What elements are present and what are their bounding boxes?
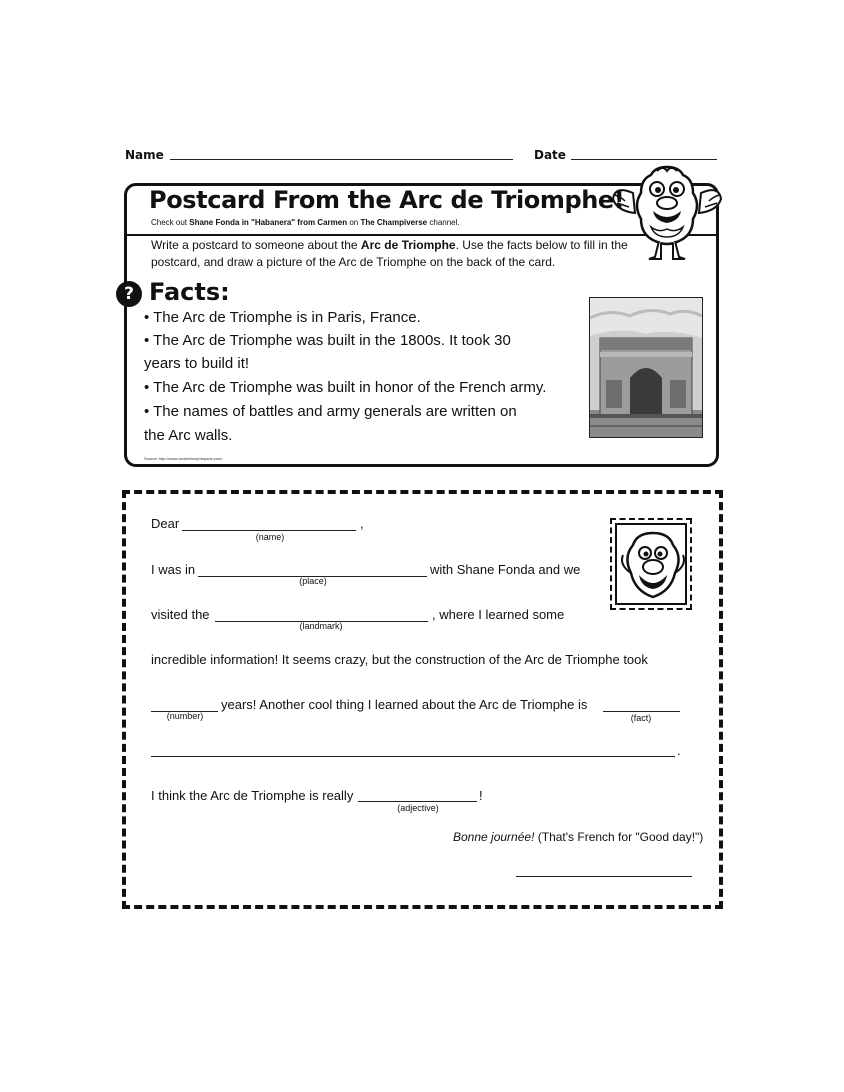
- number-hint: (number): [166, 711, 204, 721]
- fact-item: the Arc walls.: [144, 427, 233, 444]
- with-shane-label: with Shane Fonda and we: [430, 562, 581, 577]
- period: .: [677, 743, 681, 758]
- name-blank[interactable]: [182, 530, 356, 531]
- fact-hint: (fact): [630, 713, 652, 723]
- name-label: Name: [125, 148, 164, 162]
- incredible-text: incredible information! It seems crazy, but the construction of the Arc de Triomphe took: [151, 652, 648, 667]
- fact-item: • The Arc de Triomphe was built in the 1800s. It took 30: [144, 332, 511, 349]
- subtitle: Check out Shane Fonda in "Habanera" from Carmen on The Champiverse channel.: [151, 218, 460, 227]
- page-title: Postcard From the Arc de Triomphe!: [149, 186, 625, 214]
- place-hint: (place): [299, 576, 327, 586]
- stamp: [610, 518, 692, 610]
- instructions: Write a postcard to someone about the Arc de Triomphe. Use the facts below to fill in the postcard, and draw a picture of the Arc de Triomphe on the back of the card.: [151, 238, 628, 269]
- i-was-in-label: I was in: [151, 562, 196, 577]
- source-note: Source: http://www.arcdetriompheparis.com/: [144, 456, 223, 461]
- facts-heading: Facts:: [149, 278, 230, 306]
- fact-item: • The Arc de Triomphe is in Paris, France.: [144, 309, 421, 326]
- comma: ,: [360, 516, 364, 531]
- fact-item: years to build it!: [144, 355, 250, 372]
- question-icon: ?: [116, 281, 142, 307]
- sign-off: Bonne journée! (That's French for "Good day!"): [453, 830, 704, 844]
- date-label: Date: [534, 148, 566, 162]
- signature-blank[interactable]: [516, 876, 692, 877]
- date-line[interactable]: [571, 159, 717, 160]
- years-text: years! Another cool thing I learned about the Arc de Triomphe is: [221, 697, 588, 712]
- fact-blank[interactable]: [603, 711, 680, 712]
- think-text: I think the Arc de Triomphe is really: [151, 788, 354, 803]
- dear-label: Dear: [151, 516, 180, 531]
- fact-item: • The names of battles and army generals are written on: [144, 403, 517, 420]
- visited-label: visited the: [151, 607, 210, 622]
- landmark-hint: (landmark): [299, 621, 343, 631]
- adjective-hint: (adjective): [397, 803, 439, 813]
- adjective-blank[interactable]: [358, 801, 477, 802]
- mascot-stamp-icon: [617, 525, 689, 607]
- arc-de-triomphe-photo: [589, 297, 703, 438]
- fact-item: • The Arc de Triomphe was built in honor of the French army.: [144, 379, 547, 396]
- exclaim: !: [479, 788, 483, 803]
- where-learned-label: , where I learned some: [432, 607, 565, 622]
- name-hint: (name): [255, 532, 285, 542]
- fact-continuation-blank[interactable]: [151, 756, 675, 757]
- name-line[interactable]: [170, 159, 513, 160]
